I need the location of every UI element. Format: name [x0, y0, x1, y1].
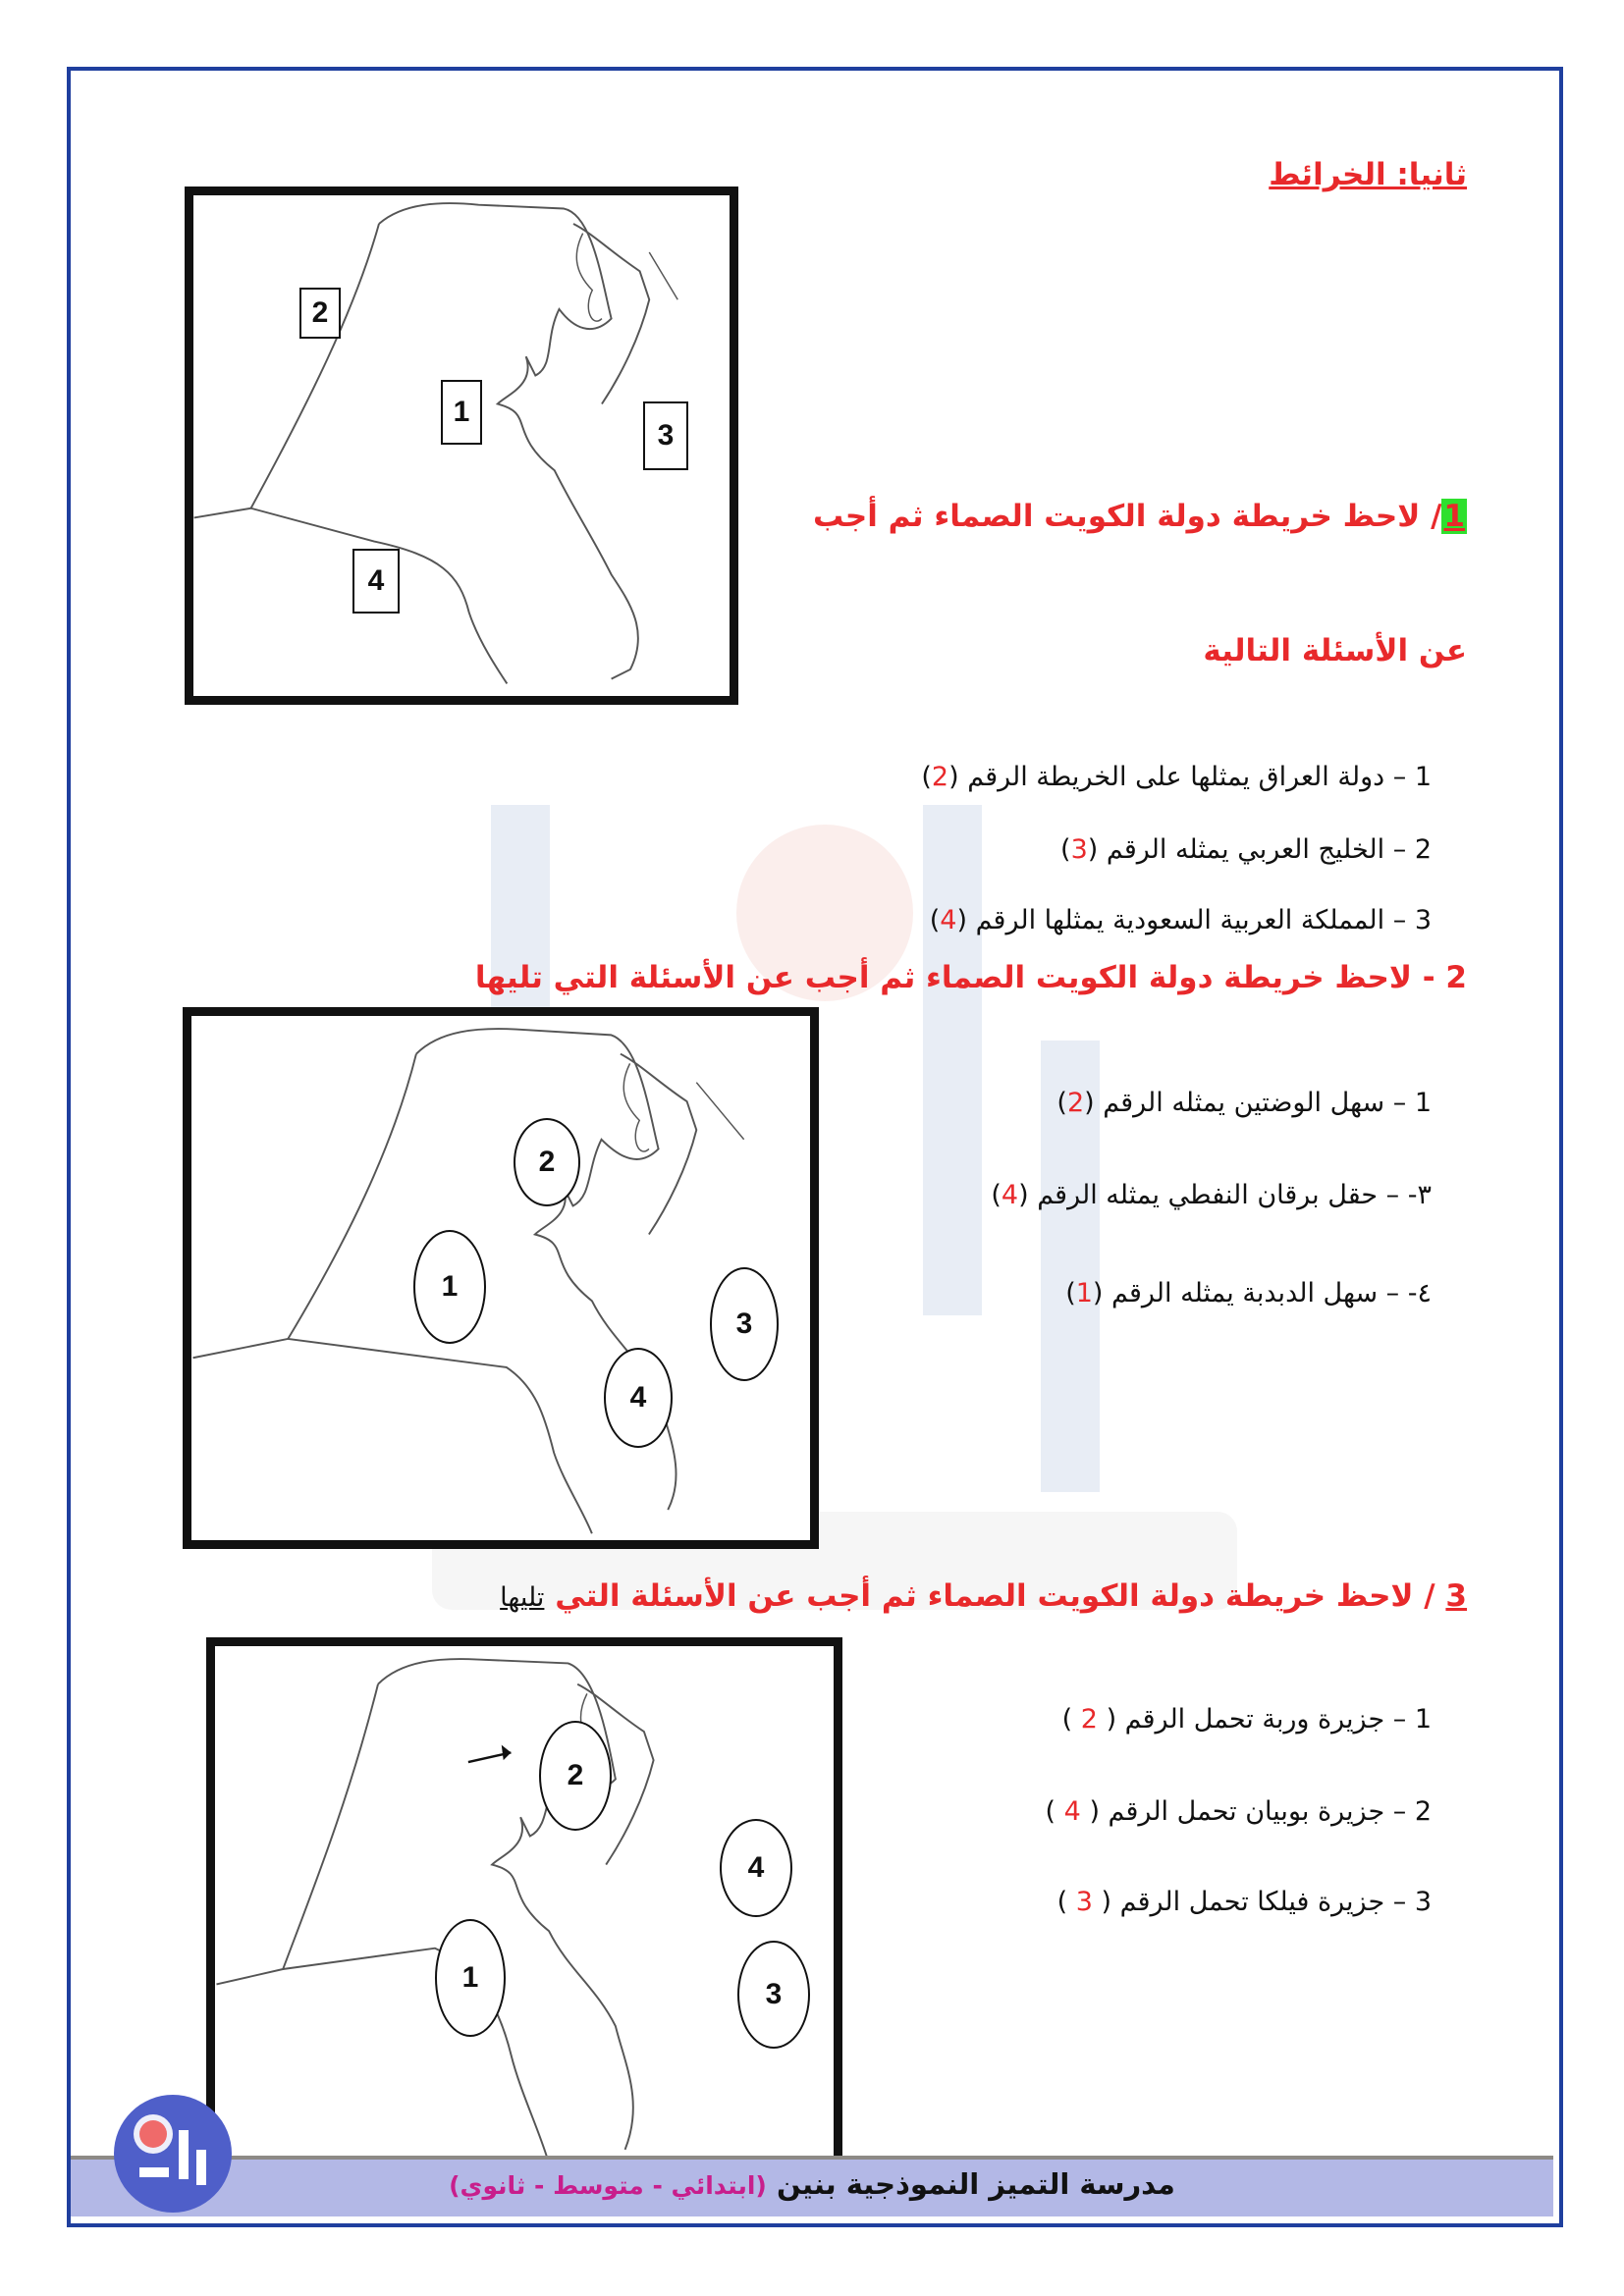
map-label: 3	[737, 1941, 810, 2049]
map-label: 1	[413, 1230, 486, 1344]
footer-text	[71, 2167, 1553, 2201]
map-label: 1	[441, 380, 482, 445]
map-label: 4	[352, 549, 400, 614]
q1-item-1: 1 – دولة العراق يمثلها على الخريطة الرقم (2)	[921, 762, 1432, 792]
answer: 2	[1080, 1704, 1098, 1735]
answer: 2	[1066, 1088, 1085, 1118]
school-levels: (ابتدائي - متوسط - ثانوي)	[449, 2171, 767, 2200]
map-label: 2	[539, 1721, 612, 1831]
q3-item-2: 2 – جزيرة بوبيان تحمل الرقم ( 4 )	[1045, 1796, 1432, 1827]
q3-item-1: 1 – جزيرة وربة تحمل الرقم ( 2 )	[1061, 1704, 1432, 1735]
answer: 2	[931, 762, 949, 792]
map-label: 4	[720, 1819, 792, 1917]
q2-item-1: 1 – سهل الوضتين يمثله الرقم (2)	[1056, 1088, 1432, 1118]
map-label: 1	[435, 1919, 506, 2037]
map-label: 3	[643, 401, 688, 470]
answer: 3	[1075, 1887, 1093, 1917]
q1-item-2: 2 – الخليج العربي يمثله الرقم (3)	[1060, 834, 1432, 865]
q3-heading	[500, 1578, 1467, 1614]
q1-number: 1	[1443, 499, 1465, 534]
map-label: 3	[710, 1267, 779, 1381]
kuwait-map-1	[185, 187, 738, 705]
q1-heading-text: / لاحظ خريطة دولة الكويت الصماء ثم أجب	[813, 499, 1442, 534]
q3-heading-text: / لاحظ خريطة دولة الكويت الصماء ثم أجب عن الأسئلة التي	[544, 1578, 1446, 1614]
answer: 4	[940, 905, 957, 935]
q3-item-3: 3 – جزيرة فيلكا تحمل الرقم ( 3 )	[1056, 1887, 1432, 1917]
map-label: 2	[299, 288, 341, 339]
q2-item-2: ٣- – حقل برقان النفطي يمثله الرقم (4)	[991, 1180, 1432, 1210]
q1-heading-line2: عن الأسئلة التالية	[1203, 633, 1467, 668]
q3-number: 3	[1445, 1578, 1467, 1614]
q2-heading: 2 - لاحظ خريطة دولة الكويت الصماء ثم أجب عن الأسئلة التي تليها	[474, 960, 1467, 995]
q3-heading-tail: تليها	[500, 1582, 545, 1613]
map-outline	[191, 1016, 810, 1540]
answer: 1	[1075, 1278, 1093, 1308]
answer: 3	[1070, 834, 1088, 865]
kuwait-map-2	[183, 1007, 819, 1549]
q1-item-3: 3 – المملكة العربية السعودية يمثلها الرقم (4)	[929, 905, 1432, 935]
school-name: مدرسة التميز النموذجية بنين	[766, 2167, 1175, 2201]
answer: 4	[1063, 1796, 1081, 1827]
school-logo-icon	[110, 2091, 236, 2216]
kuwait-map-3	[206, 1637, 842, 2183]
footer-bar	[71, 2160, 1553, 2216]
q1-heading	[813, 499, 1467, 534]
map-label: 4	[604, 1348, 673, 1448]
answer: 4	[1001, 1180, 1019, 1210]
q2-item-3: ٤- – سهل الدبدبة يمثله الرقم (1)	[1065, 1278, 1432, 1308]
map-label: 2	[514, 1118, 580, 1206]
section-title: ثانيا: الخرائط	[1269, 157, 1467, 192]
